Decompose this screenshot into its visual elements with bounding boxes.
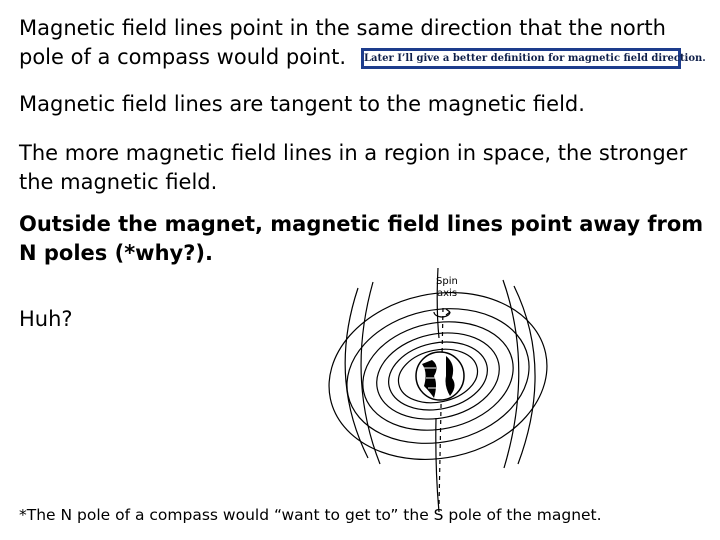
spin-axis-line bbox=[439, 308, 443, 506]
earth-magnetic-field-diagram bbox=[318, 268, 558, 512]
paragraph-tangent: Magnetic field lines are tangent to the magnetic field. bbox=[19, 92, 585, 116]
spin-label-line1: Spin bbox=[436, 276, 458, 287]
callout-text: Later I’ll give a better definition for magnetic field direction. bbox=[364, 53, 706, 64]
spin-label-line2: axis bbox=[437, 288, 458, 299]
paragraph-outside-magnet: Outside the magnet, magnetic field lines point away from N poles (*why?). bbox=[19, 212, 704, 265]
paragraph-line-2: pole of a compass would point. bbox=[19, 45, 347, 69]
earth-globe bbox=[416, 352, 464, 400]
paragraph-huh: Huh? bbox=[19, 307, 73, 331]
paragraph-density: The more magnetic field lines in a region in space, the stronger the magnetic field. bbox=[19, 141, 688, 194]
footnote: *The N pole of a compass would “want to get to” the S pole of the magnet. bbox=[19, 506, 602, 524]
paragraph-line-1: Magnetic field lines point in the same direction that the north bbox=[19, 16, 666, 40]
callout-box bbox=[361, 48, 706, 69]
